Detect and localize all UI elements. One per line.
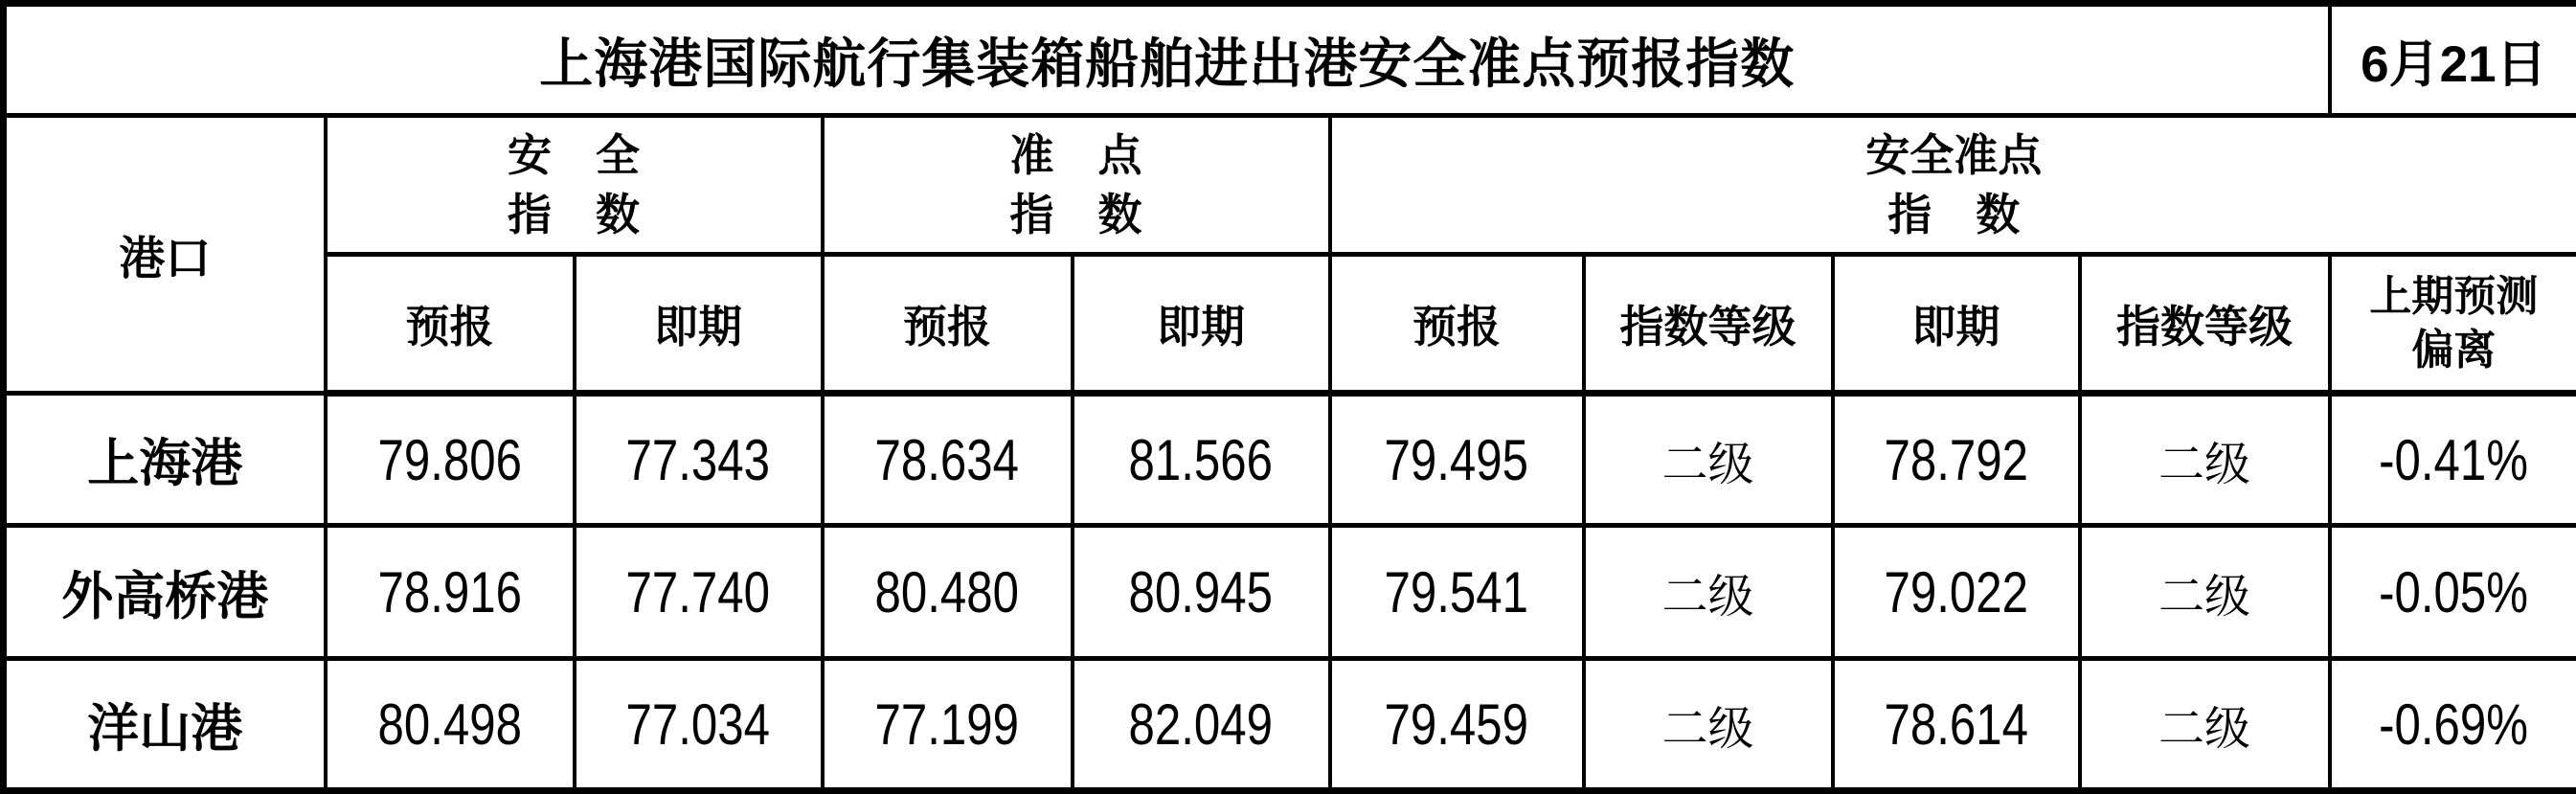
col-header-forecast-grade: 指数等级 — [1584, 255, 1833, 394]
cell-combined-forecast: 79.541 — [1330, 526, 1584, 659]
cell-punctuality-forecast: 80.480 — [823, 526, 1073, 659]
group-header-safety-punctuality-line2: 指 数 — [1332, 185, 2576, 244]
cell-safety-current: 77.740 — [575, 526, 823, 659]
cell-prev-deviation: -0.05% — [2330, 526, 2576, 659]
cell-combined-forecast: 79.459 — [1330, 659, 1584, 791]
col-header-punctuality-forecast: 预报 — [823, 255, 1073, 394]
group-header-punctuality-line1: 准 点 — [825, 125, 1328, 185]
col-header-prev-forecast-deviation-line1: 上期预测 — [2332, 270, 2576, 324]
cell-punctuality-current: 81.566 — [1073, 394, 1330, 526]
cell-forecast-grade: 二级 — [1584, 394, 1833, 526]
cell-current-grade: 二级 — [2080, 394, 2330, 526]
cell-punctuality-forecast: 78.634 — [823, 394, 1073, 526]
sub-header-row — [4, 255, 2576, 394]
page-title: 上海港国际航行集装箱船舶进出港安全准点预报指数 — [4, 4, 2330, 116]
cell-safety-forecast: 78.916 — [326, 526, 575, 659]
cell-combined-current: 78.792 — [1833, 394, 2080, 526]
cell-combined-current: 79.022 — [1833, 526, 2080, 659]
cell-safety-forecast: 79.806 — [326, 394, 575, 526]
cell-forecast-grade: 二级 — [1584, 526, 1833, 659]
group-header-safety-index — [326, 116, 823, 255]
cell-safety-current: 77.343 — [575, 394, 823, 526]
cell-punctuality-current: 80.945 — [1073, 526, 1330, 659]
col-header-punctuality-current: 即期 — [1073, 255, 1330, 394]
group-header-punctuality-index — [823, 116, 1330, 255]
col-header-combined-forecast: 预报 — [1330, 255, 1584, 394]
table-row-yangshan — [4, 659, 2576, 791]
cell-current-grade: 二级 — [2080, 526, 2330, 659]
col-header-current-grade: 指数等级 — [2080, 255, 2330, 394]
port-name: 洋山港 — [4, 659, 326, 791]
cell-prev-deviation: -0.69% — [2330, 659, 2576, 791]
group-header-row — [4, 116, 2576, 255]
cell-safety-forecast: 80.498 — [326, 659, 575, 791]
col-header-safety-current: 即期 — [575, 255, 823, 394]
table-row-shanghai — [4, 394, 2576, 526]
port-name: 上海港 — [4, 394, 326, 526]
cell-combined-forecast: 79.495 — [1330, 394, 1584, 526]
port-name: 外高桥港 — [4, 526, 326, 659]
group-header-safety-line1: 安 全 — [328, 125, 821, 185]
cell-forecast-grade: 二级 — [1584, 659, 1833, 791]
col-header-combined-current: 即期 — [1833, 255, 2080, 394]
title-row — [4, 4, 2576, 116]
cell-current-grade: 二级 — [2080, 659, 2330, 791]
group-header-safety-punctuality-line1: 安全准点 — [1332, 125, 2576, 185]
cell-combined-current: 78.614 — [1833, 659, 2080, 791]
group-header-safety-line2: 指 数 — [328, 185, 821, 244]
col-header-prev-forecast-deviation-line2: 偏离 — [2332, 324, 2576, 377]
col-header-safety-forecast: 预报 — [326, 255, 575, 394]
report-date: 6月21日 — [2330, 4, 2576, 116]
cell-punctuality-forecast: 77.199 — [823, 659, 1073, 791]
cell-punctuality-current: 82.049 — [1073, 659, 1330, 791]
table-row-waigaoqiao — [4, 526, 2576, 659]
col-header-prev-forecast-deviation — [2330, 255, 2576, 394]
cell-prev-deviation: -0.41% — [2330, 394, 2576, 526]
port-column-header: 港口 — [4, 116, 326, 394]
cell-safety-current: 77.034 — [575, 659, 823, 791]
group-header-punctuality-line2: 指 数 — [825, 185, 1328, 244]
group-header-safety-punctuality-index — [1330, 116, 2576, 255]
